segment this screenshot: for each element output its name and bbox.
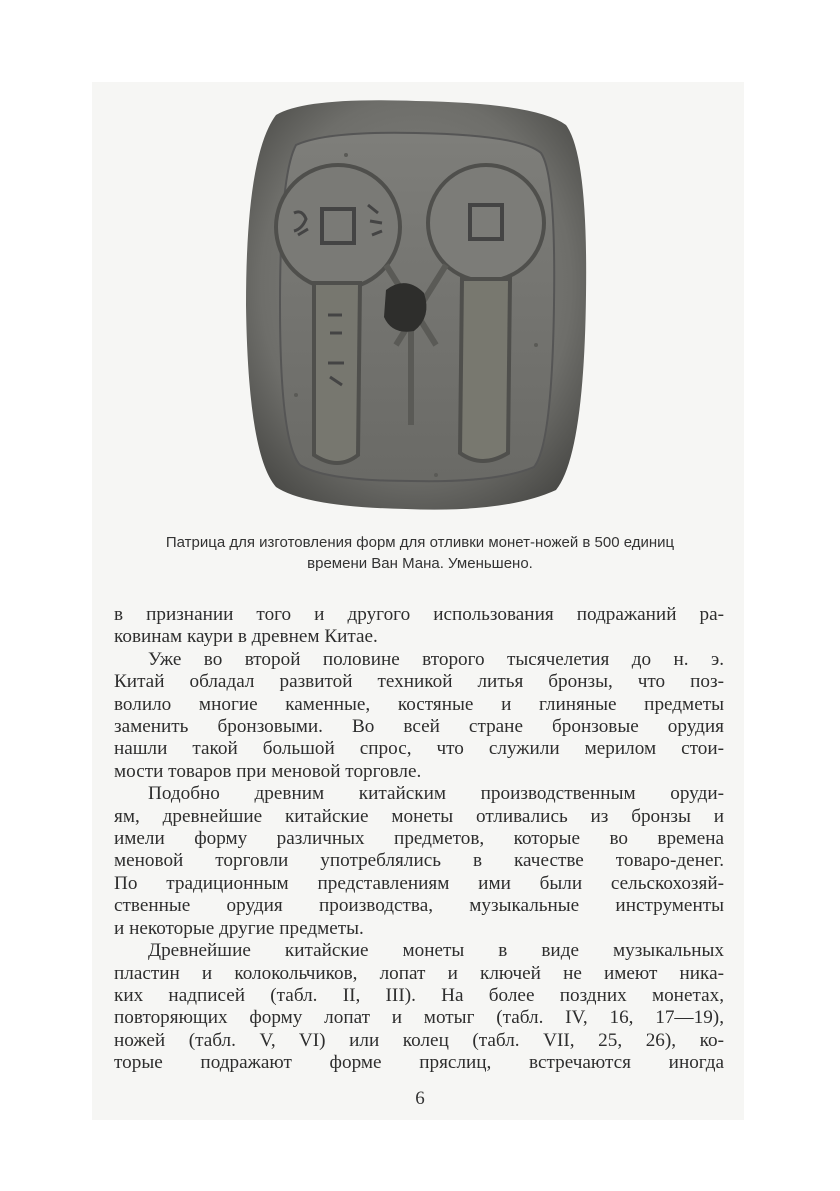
mold-photo: [236, 95, 596, 515]
text-line: повторяющих форму лопат и мотыг (табл. IV, 16, 17—19),: [114, 1007, 724, 1029]
text-line: ножей (табл. V, VI) или колец (табл. VII, 25, 26), ко-: [114, 1029, 724, 1051]
text-line: мости товаров при меновой торговле.: [114, 760, 422, 782]
text-line: меновой торговли употреблялись в качестве товаро-денег.: [114, 850, 724, 872]
text-line: заменить бронзовыми. Во всей стране бронзовые орудия: [114, 716, 724, 738]
page-number: 6: [415, 1088, 425, 1109]
caption-line-2: времени Ван Мана. Уменьшено.: [307, 555, 533, 572]
text-line: волило многие каменные, костяные и глиняные предметы: [114, 693, 724, 715]
text-line: имели форму различных предметов, которые во времена: [114, 828, 724, 850]
text-line: Китай обладал развитой техникой литья бронзы, что поз-: [114, 671, 724, 693]
text-line: ственные орудия производства, музыкальные инструменты: [114, 895, 724, 917]
text-line: нашли такой большой спрос, что служили мерилом стои-: [114, 738, 724, 760]
text-line: ковинам каури в древнем Китае.: [114, 626, 378, 648]
text-line: ких надписей (табл. II, III). На более поздних монетах,: [114, 984, 724, 1006]
text-line: торые подражают форме пряслиц, встречаются иногда: [114, 1052, 724, 1074]
text-line: пластин и колокольчиков, лопат и ключей не имеют ника-: [114, 962, 724, 984]
text-line: Подобно древним китайским производственным оруди-: [148, 783, 724, 805]
text-line: Уже во второй половине второго тысячелетия до н. э.: [148, 648, 724, 670]
text-line: и некоторые другие предметы.: [114, 917, 364, 939]
figure-caption: [104, 532, 736, 574]
text-line: в признании того и другого использования подражаний ра-: [114, 604, 724, 625]
body-text: [114, 604, 724, 1075]
text-line: По традиционным представлениям ими были сельскохозяй-: [114, 872, 724, 894]
caption-line-1: Патрица для изготовления форм для отливки монет-ножей в 500 единиц: [165, 534, 675, 551]
text-line: ям, древнейшие китайские монеты отливались из бронзы и: [114, 805, 724, 827]
text-line: Древнейшие китайские монеты в виде музыкальных: [148, 940, 724, 962]
